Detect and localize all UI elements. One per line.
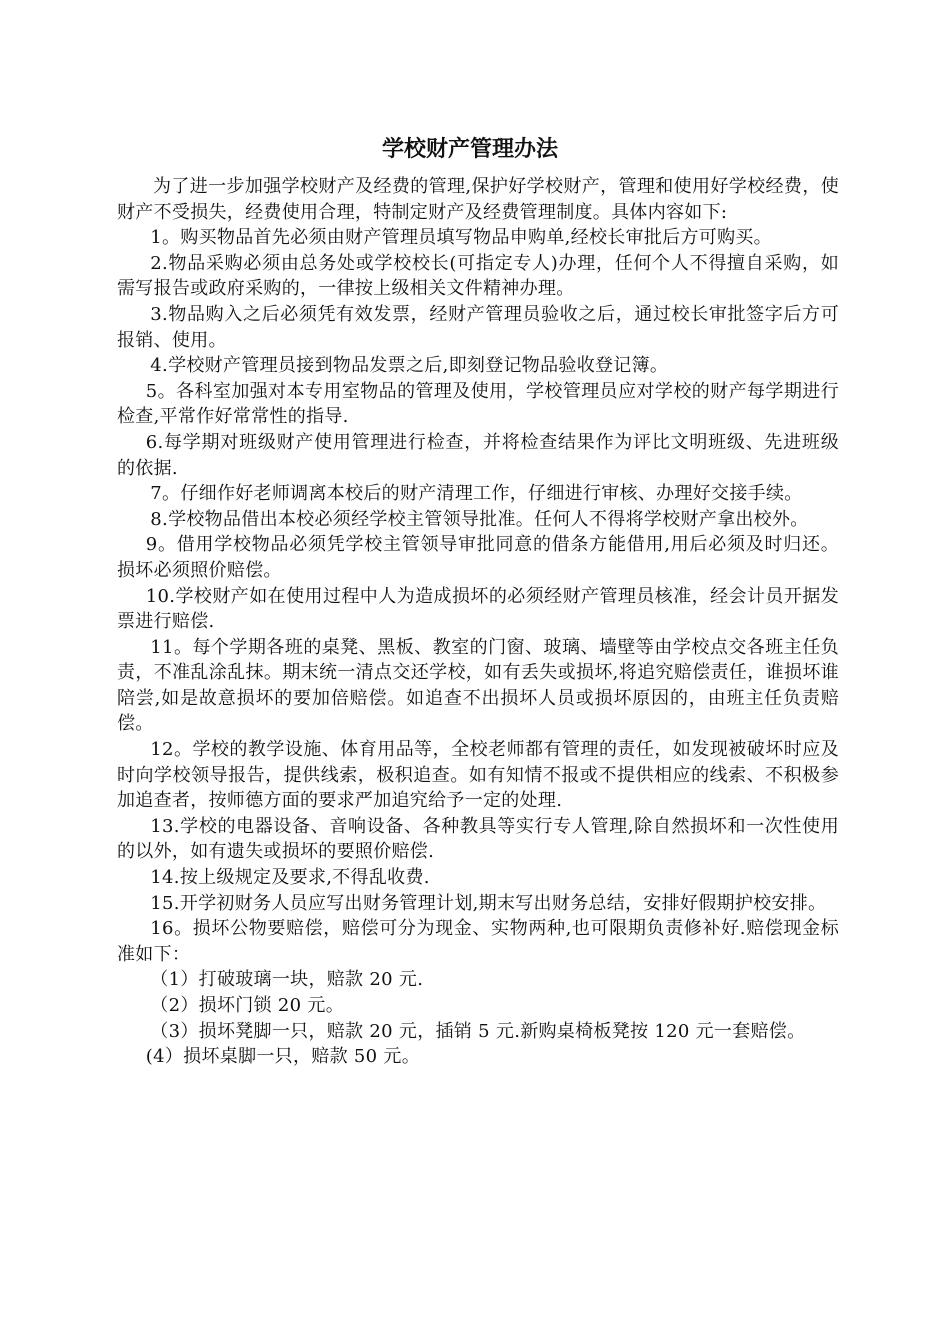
compensation-item-2: （2）损坏门锁 20 元。 [150,995,344,1016]
rule-paragraph-14: 14.按上级规定及要求,不得乱收费. [150,867,430,889]
rule-paragraph-12: 12。学校的教学设施、体育用品等，全校老师都有管理的责任，如发现被破坏时应及时向学校领导报告，提供线索，极积追查。如有知情不报或不提供相应的线索、不积极参加追查者，按师德方面的要求严加追究给予一定的处理. [117,739,839,812]
rule-paragraph-8: 8.学校物品借出本校必须经学校主管领导批准。任何人不得将学校财产拿出校外。 [150,508,809,530]
rule-paragraph-6: 6.每学期对班级财产使用管理进行检查，并将检查结果作为评比文明班级、先进班级的依据. [117,431,839,479]
rule-paragraph-3: 3.物品购入之后必须凭有效发票，经财产管理员验收之后，通过校长审批签字后方可报销、使用。 [117,303,839,351]
rule-paragraph-15: 15.开学初财务人员应写出财务管理计划,期末写出财务总结，安排好假期护校安排。 [150,892,827,914]
intro-paragraph: 为了进一步加强学校财产及经费的管理,保护好学校财产，管理和使用好学校经费，使财产不受损失，经费使用合理，特制定财产及经费管理制度。具体内容如下: [117,176,839,223]
rule-paragraph-2: 2.物品采购必须由总务处或学校校长(可指定专人)办理，任何个人不得擅自采购，如需写报告或政府采购的，一律按上级相关文件精神办理。 [117,252,839,300]
rule-paragraph-4: 4.学校财产管理员接到物品发票之后,即刻登记物品验收登记簿。 [150,355,669,377]
document-title: 学校财产管理办法 [381,137,558,162]
rule-paragraph-1: 1。购买物品首先必须由财产管理员填写物品申购单,经校长审批后方可购买。 [150,227,772,249]
compensation-item-1: （1）打破玻璃一块，赔款 20 元. [150,969,424,991]
compensation-item-3: （3）损坏凳脚一只，赔款 20 元，插销 5 元.新购桌椅板凳按 120 元一套赔偿。 [150,1020,806,1042]
rule-paragraph-5: 5。各科室加强对本专用室物品的管理及使用，学校管理员应对学校的财产每学期进行检查,平常作好常常性的指导. [117,380,839,428]
rule-paragraph-9: 9。借用学校物品必须凭学校主管领导审批同意的借条方能借用,用后必须及时归还。损坏必须照价赔偿。 [117,534,839,581]
rule-paragraph-16: 16。损坏公物要赔偿，赔偿可分为现金、实物两种,也可限期负责修补好.赔偿现金标准如下： [117,918,839,965]
rule-paragraph-11: 11。每个学期各班的桌凳、黑板、教室的门窗、玻璃、墙壁等由学校点交各班主任负责，不准乱涂乱抹。期末统一清点交还学校，如有丢失或损坏,将追究赔偿责任，谁损坏谁陪尝,如是故意损坏的要加倍赔偿。如追查不出损坏人员或损坏原因的，由班主任负责赔偿。 [117,636,839,735]
rule-paragraph-10: 10.学校财产如在使用过程中人为造成损坏的必须经财产管理员核准，经会计员开据发票进行赔偿. [117,585,839,633]
compensation-item-4: (4）损坏桌脚一只，赔款 50 元。 [145,1046,421,1068]
rule-paragraph-7: 7。仔细作好老师调离本校后的财产清理工作，仔细进行审核、办理好交接手续。 [150,483,803,505]
document-body [117,174,839,1070]
rule-paragraph-13: 13.学校的电器设备、音响设备、各种教具等实行专人管理,除自然损坏和一次性使用的以外，如有遗失或损坏的要照价赔偿. [117,815,839,863]
